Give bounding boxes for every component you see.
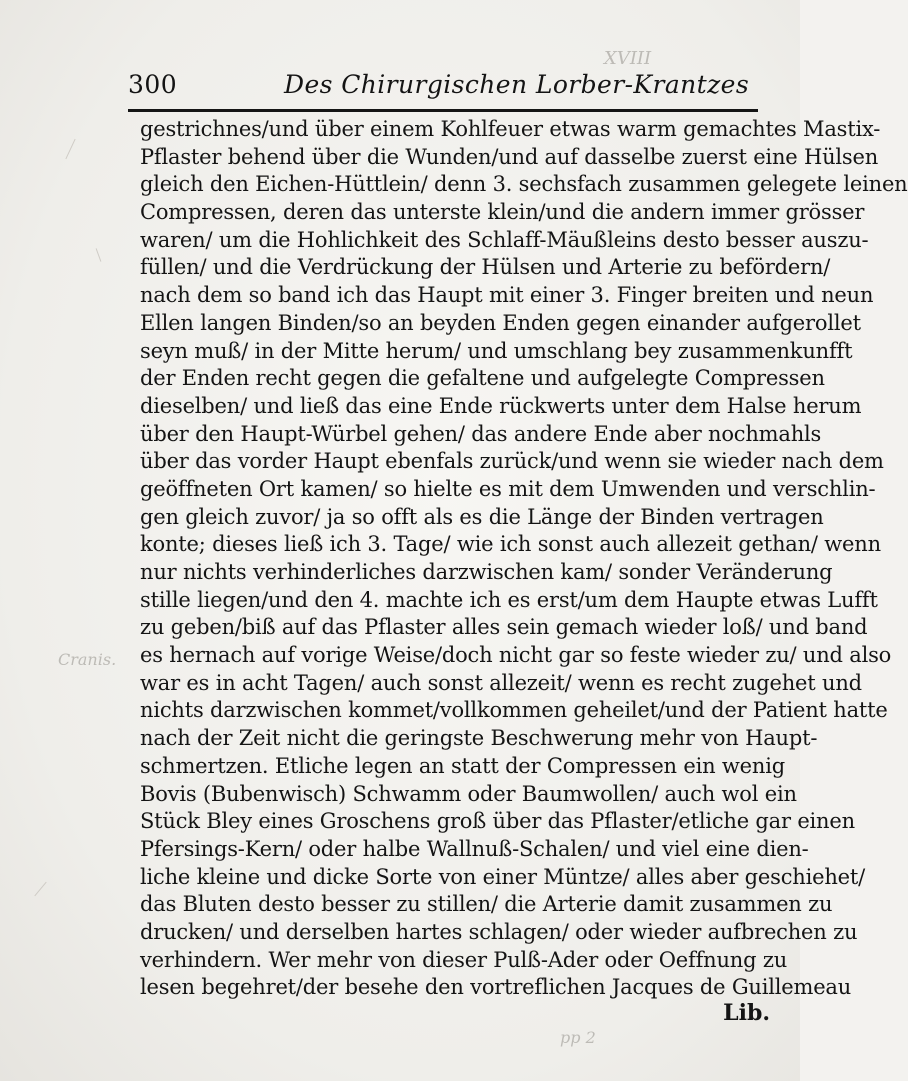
header-rule [128, 109, 758, 112]
text-line: nach dem so band ich das Haupt mit einer 3. Finger breiten und neun [140, 283, 874, 308]
text-line: zu geben/biß auf das Pflaster alles sein gemach wieder loß/ und band [140, 615, 868, 640]
text-line: drucken/ und derselben hartes schlagen/ oder wieder aufbrechen zu [140, 919, 858, 944]
text-line: über den Haupt-Würbel gehen/ das andere Ende aber nochmahls [140, 421, 822, 446]
text-line: geöffneten Ort kamen/ so hielte es mit dem Umwenden und verschlin- [140, 476, 876, 501]
running-title: Des Chirurgischen Lorber-Krantzes [284, 70, 750, 99]
text-line: gestrichnes/und über einem Kohlfeuer etwas warm gemachtes Mastix- [140, 117, 881, 141]
text-line: lesen begehret/der besehe den vortreflichen Jacques de Guillemeau [140, 975, 852, 1000]
text-line: Pflaster behend über die Wunden/und auf dasselbe zuerst eine Hülsen [140, 144, 879, 169]
paper-speck [65, 139, 75, 159]
text-line: dieselben/ und ließ das eine Ende rückwerts unter dem Halse herum [140, 393, 862, 418]
text-line: war es in acht Tagen/ auch sonst allezeit/ wenn es recht zugehet und [140, 670, 862, 695]
text-line: gen gleich zuvor/ ja so offt als es die Länge der Binden vertragen [140, 504, 824, 529]
text-line: seyn muß/ in der Mitte herum/ und umschlang bey zusammenkunfft [140, 338, 853, 363]
show-through-bottom: pp 2 [560, 1028, 596, 1047]
text-line: schmertzen. Etliche legen an statt der Compressen ein wenig [140, 753, 785, 778]
text-line: über das vorder Haupt ebenfals zurück/und wenn sie wieder nach dem [140, 449, 884, 474]
text-line: nur nichts verhinderliches darzwischen kam/ sonder Veränderung [140, 560, 833, 584]
paper-speck [34, 882, 46, 896]
text-line: der Enden recht gegen die gefaltene und aufgelegte Compressen [140, 366, 825, 391]
text-line: liche kleine und dicke Sorte von einer Müntze/ alles aber geschiehet/ [140, 864, 865, 889]
show-through-margin: Cranis. [58, 650, 117, 669]
page-header [128, 68, 758, 106]
catchword: Lib. [723, 1000, 770, 1026]
page-number: 300 [128, 70, 178, 99]
text-line: nichts darzwischen kommet/vollkommen geheilet/und der Patient hatte [140, 698, 888, 723]
text-line: konte; dieses ließ ich 3. Tage/ wie ich sonst auch allezeit gethan/ wenn [140, 532, 881, 557]
body-text [140, 116, 908, 1002]
text-line: nach der Zeit nicht die geringste Beschwerung mehr von Haupt- [140, 726, 818, 751]
text-line: das Bluten desto besser zu stillen/ die Arterie damit zusammen zu [140, 892, 833, 917]
text-line: verhindern. Wer mehr von dieser Pulß-Ader oder Oeffnung zu [140, 947, 788, 972]
text-line: Bovis (Bubenwisch) Schwamm oder Baumwollen/ auch wol ein [140, 781, 797, 806]
text-line: füllen/ und die Verdrückung der Hülsen und Arterie zu befördern/ [140, 255, 831, 280]
text-line: Pfersings-Kern/ oder halbe Wallnuß-Schalen/ und viel eine dien- [140, 836, 809, 861]
text-line: Stück Bley eines Groschens groß über das Pflaster/etliche gar einen [140, 809, 855, 834]
show-through-top: XVIII [604, 48, 652, 69]
text-line: Compressen, deren das unterste klein/und die andern immer grösser [140, 200, 865, 225]
text-line: es hernach auf vorige Weise/doch nicht gar so feste wieder zu/ und also [140, 643, 892, 668]
text-line: stille liegen/und den 4. machte ich es erst/um dem Haupte etwas Lufft [140, 587, 878, 612]
paper-speck [96, 248, 102, 261]
text-line: waren/ um die Hohlichkeit des Schlaff-Mäußleins desto besser auszu- [140, 227, 869, 252]
text-line: Ellen langen Binden/so an beyden Enden gegen einander aufgerollet [140, 310, 861, 335]
text-line: gleich den Eichen-Hüttlein/ denn 3. sechsfach zusammen gelegete leinen [140, 172, 908, 197]
